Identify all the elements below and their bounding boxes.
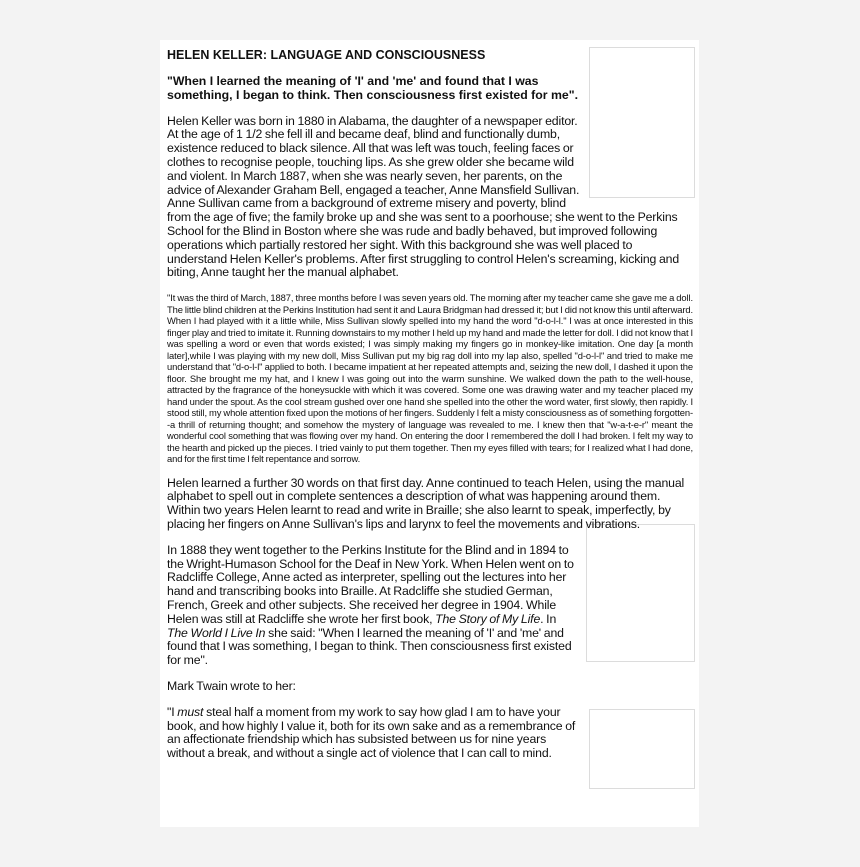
image-placeholder — [586, 524, 695, 662]
twain-letter-open: "I — [167, 704, 178, 719]
block-quote: "It was the third of March, 1887, three months before I was seven years old. The morning after my teacher came she gave me a doll. The little blind children at the Perkins Institution had sent it and Laura Bridgman had dressed it; but I did not know this until afterward. When I had played with it a little while, Miss Sullivan slowly spelled into my hand the word "d-o-l-l." I was at once interested in this finger play and tried to imitate it. Running downstairs to my mother I held up my hand and made the letter for doll. I did not know that I was spelling a word or even that words existed; I was simply making my fingers go in monkey-like imitation. One day [a month later],while I was playing with my new doll, Miss Sullivan put my big rag doll into my lap also, spelled "d-o-l-l" and tried to make me understand that "d-o-l-l" applied to both. I became impatient at her repeated attempts and, seizing the new doll, I dashed it upon the floor. She brought me my hat, and I knew I was going out into the warm sunshine. We walked down the path to the well-house, attracted by the fragrance of the honeysuckle with which it was covered. Some one was drawing water and my teacher placed my hand under the spout. As the cool stream gushed over one hand she spelled into the other the word water, first slowly, then rapidly. I stood still, my whole attention fixed upon the motions of her fingers. Suddenly I felt a misty consciousness as of something forgotten--a thrill of returning thought; and somehow the mystery of language was revealed to me. I knew then that "w-a-t-e-r" meant the wonderful cool something that was flowing over my hand. On entering the door I remembered the doll I had broken. I felt my way to the hearth and picked up the pieces. I tried vainly to put them together. Then my eyes filled with tears; for I realized what I had done, and for the first time I felt repentance and sorrow. — [167, 292, 693, 465]
book-title-story-of-my-life: The Story of My Life — [435, 611, 541, 626]
education-text-b: . In — [540, 611, 557, 626]
image-placeholder — [589, 47, 695, 198]
lead-quote: "When I learned the meaning of 'I' and 'me' and found that I was something, I began to think. Then consciousness first existed for me". — [167, 74, 579, 102]
twain-letter-text: steal half a moment from my work to say how glad I am to have your book, and how highly I value it, both for its own sake and as a remembrance of an affectionate friendship which has subsisted between us for nine years without a break, and without a single act of violence that I can call to mind. — [167, 704, 576, 761]
paragraph-biography: Helen Keller was born in 1880 in Alabama, the daughter of a newspaper editor. At the age of 1 1/2 she fell ill and became deaf, blind and functionally dumb, existence reduced to black silence. All that was left was touch, feeling faces or clothes to recognise people, touching lips. As she grew older she became wild and violent. In March 1887, when she was nearly seven, her parents, on the advice of Alexander Graham Bell, engaged a teacher, Anne Mansfield Sullivan. Anne Sullivan came from a background of extreme misery and poverty, blind from the age of five; the family broke up and she was sent to a poorhouse; she went to the Perkins School for the Blind in Boston where she was rude and badly behaved, but improved following operations which partially restored her sight. With this background she was well placed to understand Helen Keller's problems. After first struggling to control Helen's screaming, kicking and biting, Anne taught her the manual alphabet. — [167, 113, 680, 280]
book-title-world-i-live-in: The World I Live In — [167, 625, 266, 640]
education-text-c: she said: "When I learned the meaning of 'I' and 'me' and found that I was something, I began to think. Then consciousness first existed for me". — [167, 625, 572, 668]
paragraph-learning — [167, 477, 693, 532]
document-title: HELEN KELLER: LANGUAGE AND CONSCIOUSNESS — [167, 48, 486, 62]
document-content — [167, 48, 693, 789]
paragraph-mark-twain: Mark Twain wrote to her: — [167, 679, 296, 694]
document-page — [160, 40, 699, 827]
education-text-a: In 1888 they went together to the Perkins Institute for the Blind and in 1894 to the Wright-Humason School for the Deaf in New York. When Helen went on to Radcliffe College, Anne acted as interpreter, spelling out the lectures into her hand and transcribing books into Braille. At Radcliffe she studied German, French, Greek and other subjects. She received her degree in 1904. While Helen was still at Radcliffe she wrote her first book, — [167, 542, 574, 626]
emphasis-must: must — [177, 704, 204, 719]
image-placeholder — [589, 709, 695, 789]
paragraph-learning-text: Helen learned a further 30 words on that first day. Anne continued to teach Helen, using the manual alphabet to spell out in complete sentences a description of what was happening around them. Within two years Helen learnt to read and write in Braille; she also learnt to speak, imperfectly, by placing her fingers on Anne Sullivan's lips and larynx to feel the movements and vibrations. — [167, 475, 685, 532]
